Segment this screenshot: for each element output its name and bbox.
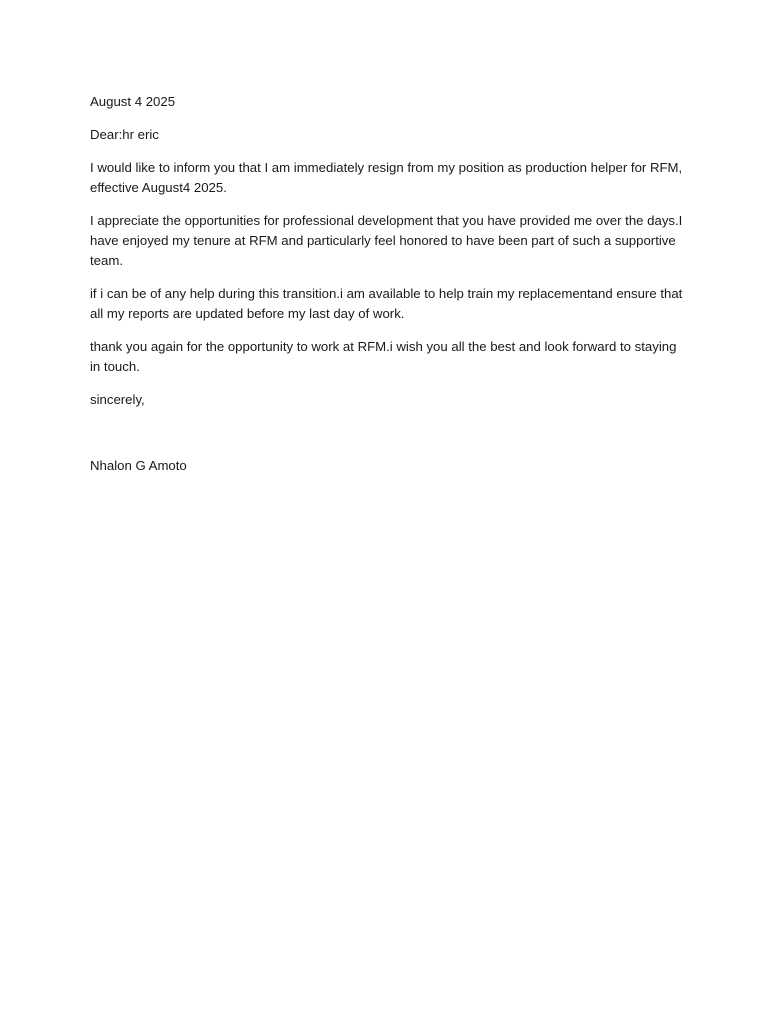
letter-salutation: Dear:hr eric xyxy=(90,127,159,142)
letter-signature: Nhalon G Amoto xyxy=(90,458,187,473)
letter-paragraph: I would like to inform you that I am immediately resign from my position as production helper for RFM, effective August4 2025. xyxy=(90,160,683,195)
letter-date: August 4 2025 xyxy=(90,94,176,109)
letter-closing: sincerely, xyxy=(90,392,145,407)
letter-body xyxy=(90,92,690,489)
letter-paragraph: thank you again for the opportunity to work at RFM.i wish you all the best and look forward to staying in touch. xyxy=(90,339,677,374)
signature-space xyxy=(90,423,690,456)
letter-paragraph: if i can be of any help during this transition.i am available to help train my replacementand ensure that all my reports are updated before my last day of work. xyxy=(90,286,683,321)
letter-paragraph: I appreciate the opportunities for professional development that you have provided me over the days.I have enjoyed my tenure at RFM and particularly feel honored to have been part of such a supportive team. xyxy=(90,213,683,268)
